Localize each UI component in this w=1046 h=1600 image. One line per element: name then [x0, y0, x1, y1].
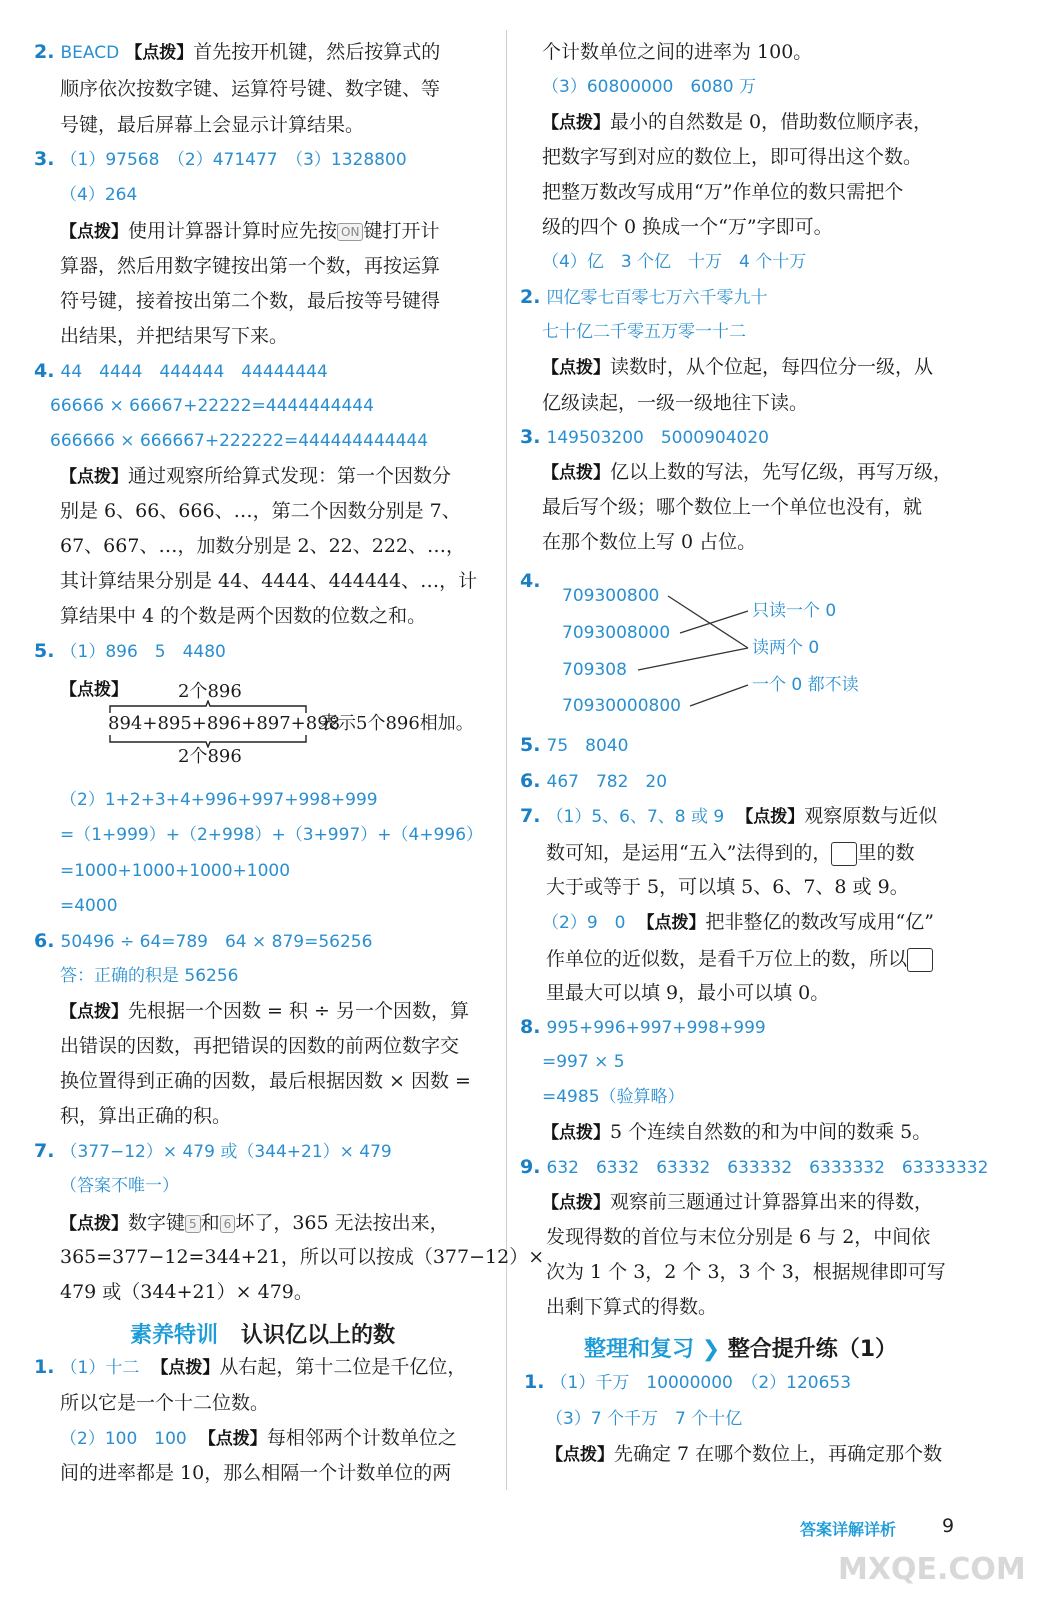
- tip-label: 【点拨】: [546, 1445, 614, 1465]
- question-number: 6.: [34, 930, 55, 952]
- q3-line1: [34, 145, 407, 174]
- brace-bottom-label: 2个896: [178, 746, 242, 767]
- answer: 50496 ÷ 64=789 64 × 879=56256: [60, 932, 373, 952]
- q7-line1: [34, 1137, 392, 1166]
- section-title-part-b: 认识亿以上的数: [241, 1323, 396, 1348]
- q6-line1: [34, 927, 372, 956]
- s1-tip-line2: 所以它是一个十二位数。: [60, 1392, 270, 1414]
- r-q8-line1: [520, 1013, 766, 1042]
- section-title-part-a: 整理和复习: [584, 1337, 695, 1362]
- answer: （2）100 100: [60, 1429, 187, 1449]
- r-q3-line1: [520, 423, 769, 452]
- r-cont-tip-line1: [542, 108, 932, 137]
- r-q2-tip-line2: 亿级读起，一级一级地往下读。: [542, 392, 809, 414]
- r-q7-line1: [520, 802, 937, 831]
- blank-box-icon: [907, 948, 933, 972]
- answer: BEACD: [60, 43, 120, 63]
- q7-tip-line1: [60, 1209, 449, 1238]
- question-number: 2.: [520, 286, 541, 308]
- r-q3-tip-line2: 最后写个级；哪个数位上一个单位也没有，就: [542, 496, 923, 518]
- answer: 632 6332 63332 633332 6333332 63333332: [546, 1158, 989, 1178]
- r-q9-tip-line3: 次为 1 个 3，2 个 3，3 个 3，根据规律即可写: [546, 1261, 946, 1283]
- q5-answer-5: =4000: [60, 896, 118, 916]
- on-key-icon: ON: [337, 223, 363, 241]
- tip-text: 先确定 7 在哪个数位上，再确定那个数: [614, 1443, 943, 1465]
- q3-tip-line3: 符号键，接着按出第二个数，最后按等号键得: [60, 290, 441, 312]
- q3-tip-line1: [60, 217, 439, 246]
- tip-text: 每相邻两个计数单位之: [266, 1427, 457, 1449]
- tip-text: 最小的自然数是 0，借助数位顺序表，: [610, 111, 933, 133]
- q5-answer-3: =（1+999）+（2+998）+（3+997）+（4+996）: [60, 825, 484, 845]
- question-number: 7.: [520, 805, 541, 827]
- answer: 44 4444 444444 44444444: [60, 362, 328, 382]
- tip-text: 使用计算器计算时应先按: [128, 220, 338, 242]
- r-cont-tip-line2: 把数字写到对应的数位上，即可得出这个数。: [542, 146, 923, 168]
- r-q8-tip: [542, 1118, 931, 1147]
- tip-text: 观察原数与近似: [804, 805, 938, 827]
- tip-label: 【点拨】: [60, 680, 128, 700]
- match-right-2: 读两个 0: [752, 638, 820, 658]
- tip-text: 通过观察所给算式发现：第一个因数分: [128, 465, 452, 487]
- r-q9-tip-line4: 出剩下算式的得数。: [546, 1296, 718, 1318]
- tip-text: 数可知，是运用“五入”法得到的，: [546, 842, 832, 864]
- tip-text: 首先按开机键，然后按算式的: [193, 41, 441, 63]
- r-q9-tip-line1: [542, 1188, 933, 1217]
- footer-tag: 答案详解详析: [800, 1520, 897, 1539]
- q2-line3: 号键，最后屏幕上会显示计算结果。: [60, 114, 365, 136]
- match-left-3: 709308: [562, 660, 627, 680]
- r-q7-tip-line6: 里最大可以填 9，最小可以填 0。: [546, 982, 830, 1004]
- tip-label: 【点拨】: [542, 113, 610, 133]
- s1-tip-line4: 间的进率都是 10，那么相隔一个计数单位的两: [60, 1462, 452, 1484]
- match-left-1: 709300800: [562, 586, 660, 606]
- column-divider: [506, 30, 507, 1490]
- r-q7-tip-line3: 大于或等于 5，可以填 5、6、7、8 或 9。: [546, 876, 909, 898]
- r-q7-tip-line2: [546, 839, 914, 867]
- tip-label: 【点拨】: [60, 222, 128, 242]
- answer: 995+996+997+998+999: [546, 1018, 766, 1038]
- r-cont-answer-4: （4）亿 3 个亿 十万 4 个十万: [542, 252, 807, 272]
- answer: 149503200 5000904020: [546, 428, 770, 448]
- answer: （377−12）× 479 或（344+21）× 479: [60, 1142, 392, 1162]
- r-r1-tip: [546, 1440, 942, 1469]
- question-number: 7.: [34, 1140, 55, 1162]
- q5-line1: [34, 637, 226, 666]
- q5-answer-4: =1000+1000+1000+1000: [60, 861, 291, 881]
- question-number: 3.: [520, 426, 541, 448]
- q4-answer-3: 666666 × 666667+222222=444444444444: [50, 431, 429, 451]
- q6-tip-line4: 积，算出正确的积。: [60, 1105, 232, 1127]
- s1-line1: [34, 1353, 466, 1382]
- q2-line2: 顺序依次按数字键、运算符号键、数字键、等: [60, 78, 441, 100]
- r-q3-tip-line3: 在那个数位上写 0 占位。: [542, 531, 757, 553]
- tip-text: 键打开计: [363, 220, 440, 242]
- q3-answer-2: （4）264: [60, 185, 138, 205]
- tip-text: 亿以上数的写法，先写亿级，再写万级，: [610, 461, 953, 483]
- answer: （1）千万 10000000 （2）120653: [550, 1373, 852, 1393]
- q4-tip-line5: 算结果中 4 的个数是两个因数的位数之和。: [60, 605, 427, 627]
- r-q7-tip-line5: [546, 945, 933, 973]
- tip-label: 【点拨】: [198, 1429, 267, 1449]
- r-q3-tip-line1: [542, 458, 952, 487]
- answer: 四亿零七百零七万六千零九十: [546, 288, 768, 308]
- section-title-left: [130, 1318, 395, 1349]
- tip-label: 【点拨】: [60, 1002, 128, 1022]
- r-r1-answer-2: （3）7 个千万 7 个十亿: [546, 1409, 743, 1429]
- double-chevron-icon: ❯: [701, 1337, 721, 1362]
- match-left-4: 70930000800: [562, 696, 681, 716]
- tip-label: 【点拨】: [60, 1214, 128, 1234]
- question-number: 1.: [34, 1356, 55, 1378]
- match-left-2: 7093008000: [562, 623, 671, 643]
- tip-text: 读数时，从个位起，每四位分一级，从: [610, 356, 934, 378]
- q7-tip-line2: 365=377−12=344+21，所以可以按成（377−12）×: [60, 1246, 545, 1268]
- r-q9-tip-line2: 发现得数的首位与末位分别是 6 与 2，中间依: [546, 1226, 931, 1248]
- tip-label: 【点拨】: [542, 1123, 610, 1143]
- r-cont-line1: 个计数单位之间的进率为 100。: [542, 41, 813, 63]
- q4-tip-line2: 别是 6、66、666、…，第二个因数分别是 7、: [60, 500, 461, 522]
- question-number: 2.: [34, 41, 55, 63]
- section-title-part-a: 素养特训: [130, 1323, 219, 1348]
- tip-text: 观察前三题通过计算器算出来的得数，: [610, 1191, 934, 1213]
- q3-tip-line2: 算器，然后用数字键按出第一个数，再按运算: [60, 255, 441, 277]
- tip-label: 【点拨】: [637, 913, 706, 933]
- r-cont-answer-3: （3）60800000 6080 万: [542, 77, 757, 97]
- r-q2-tip-line1: [542, 353, 933, 382]
- q7-answer-2: （答案不唯一）: [60, 1176, 179, 1196]
- question-number: 4.: [520, 570, 541, 592]
- r-q7-line4: [542, 908, 934, 937]
- q6-tip-line1: [60, 997, 469, 1026]
- question-number: 4.: [34, 360, 55, 382]
- q2-line1: [34, 38, 440, 67]
- tip-text: 坏了，365 无法按出来，: [235, 1212, 449, 1234]
- tip-text: 先根据一个因数 = 积 ÷ 另一个因数，算: [128, 1000, 469, 1022]
- q4-answer-2: 66666 × 66667+22222=4444444444: [50, 396, 374, 416]
- q6-tip-line3: 换位置得到正确的因数，最后根据因数 × 因数 =: [60, 1070, 471, 1092]
- section-title-right: [584, 1332, 897, 1363]
- tip-label: 【点拨】: [542, 463, 610, 483]
- tip-text: 作单位的近似数，是看千万位上的数，所以: [546, 948, 908, 970]
- r-q2-line1: [520, 283, 768, 312]
- q4-tip-line4: 其计算结果分别是 44、4444、444444、…，计: [60, 570, 478, 592]
- q7-tip-line3: 479 或（344+21）× 479。: [60, 1281, 313, 1303]
- tip-label: 【点拨】: [151, 1358, 220, 1378]
- key-6-icon: 6: [220, 1215, 236, 1233]
- tip-label: 【点拨】: [60, 467, 128, 487]
- r-q5-line: [520, 731, 628, 760]
- q6-tip-line2: 出错误的因数，再把错误的因数的前两位数字交: [60, 1035, 460, 1057]
- brace-note: 表示5个896相加。: [320, 713, 474, 734]
- question-number: 1.: [524, 1371, 545, 1393]
- answer: （1）5、6、7、8 或 9: [546, 807, 725, 827]
- r-q2-answer-2: 七十亿二千零五万零一十二: [542, 322, 746, 342]
- r-cont-tip-line3: 把整万数改写成用“万”作单位的数只需把个: [542, 181, 904, 203]
- tip-label: 【点拨】: [542, 1193, 610, 1213]
- tip-text: 从右起，第十二位是千亿位，: [219, 1356, 467, 1378]
- q3-tip-line4: 出结果，并把结果写下来。: [60, 325, 289, 347]
- q4-tip-line1: [60, 462, 451, 491]
- section-title-part-b: 整合提升练（1）: [727, 1337, 898, 1362]
- tip-label: 【点拨】: [125, 43, 194, 63]
- tip-text: 5 个连续自然数的和为中间的数乘 5。: [610, 1121, 932, 1143]
- r-r1-line1: [524, 1368, 851, 1397]
- r-q8-answer-2: =997 × 5: [542, 1052, 625, 1072]
- answer: （2）9 0: [542, 913, 626, 933]
- tip-text: 把非整亿的数改写成用“亿”: [705, 911, 934, 933]
- watermark: MXQE.COM: [838, 1552, 1026, 1587]
- r-q6-line: [520, 767, 667, 796]
- answer: （1）896 5 4480: [60, 642, 226, 662]
- question-number: 9.: [520, 1156, 541, 1178]
- blank-box-icon: [831, 842, 857, 866]
- q4-tip-line3: 67、667、…，加数分别是 2、22、222、…，: [60, 535, 466, 557]
- q4-line1: [34, 357, 328, 386]
- q6-answer-2: 答：正确的积是 56256: [60, 966, 239, 986]
- q5-answer-2: （2）1+2+3+4+996+997+998+999: [60, 790, 378, 810]
- tip-text: 数字键: [128, 1212, 186, 1234]
- r-cont-tip-line4: 级的四个 0 换成一个“万”字即可。: [542, 216, 833, 238]
- answer: （1）97568 （2）471477 （3）1328800: [60, 150, 407, 170]
- brace-top-label: 2个896: [178, 681, 242, 702]
- s1-line3: [60, 1424, 457, 1453]
- tip-label: 【点拨】: [542, 358, 610, 378]
- r-q8-answer-3: =4985（验算略）: [542, 1087, 685, 1107]
- answer: 75 8040: [546, 736, 629, 756]
- tip-label: 【点拨】: [736, 807, 805, 827]
- r-q9-line1: [520, 1153, 988, 1182]
- key-5-icon: 5: [185, 1215, 201, 1233]
- question-number: 3.: [34, 148, 55, 170]
- match-right-1: 只读一个 0: [752, 601, 837, 621]
- matching-lines: [512, 580, 762, 710]
- brace-expression: 894+895+896+897+898: [108, 713, 341, 734]
- match-right-3: 一个 0 都不读: [752, 675, 859, 695]
- answer: 467 782 20: [546, 772, 668, 792]
- page-number: 9: [942, 1515, 955, 1537]
- question-number: 5.: [520, 734, 541, 756]
- tip-text: 里的数: [857, 842, 915, 864]
- question-number: 6.: [520, 770, 541, 792]
- question-number: 8.: [520, 1016, 541, 1038]
- answer: （1）十二: [60, 1358, 140, 1378]
- tip-text: 和: [200, 1212, 220, 1234]
- question-number: 5.: [34, 640, 55, 662]
